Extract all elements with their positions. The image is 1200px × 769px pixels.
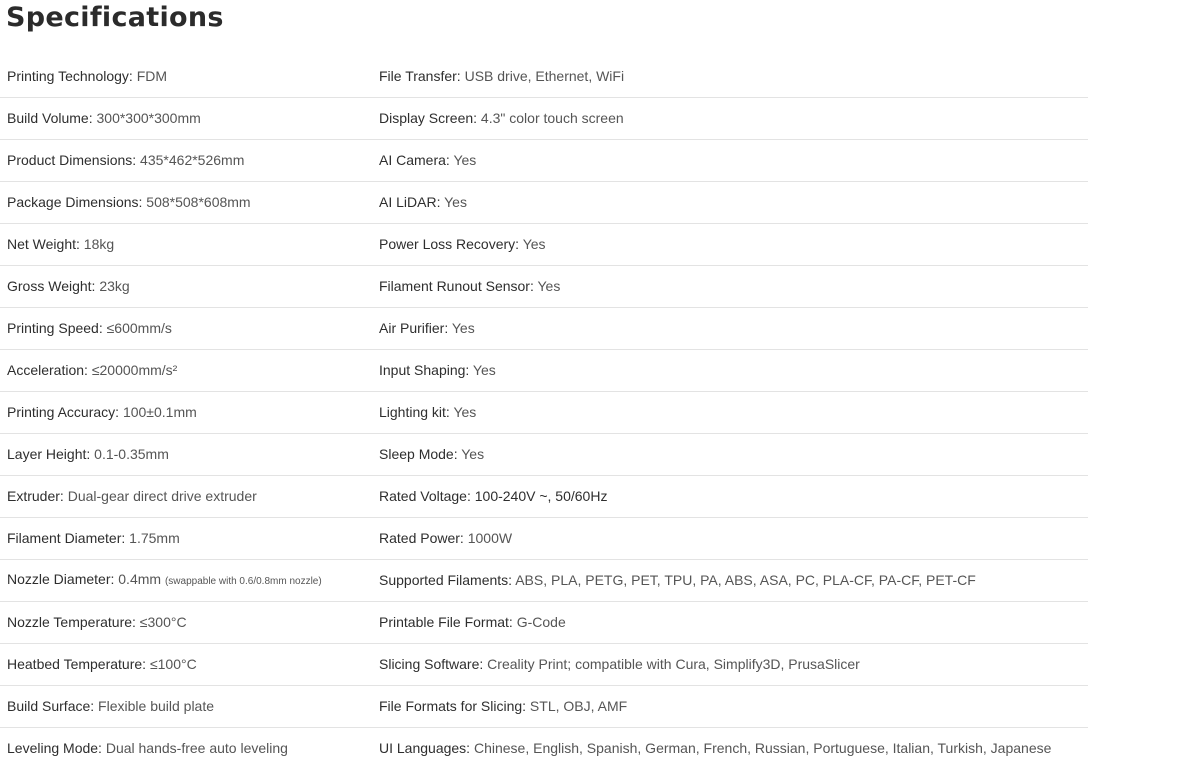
spec-cell xyxy=(372,140,1088,181)
spec-cell xyxy=(372,182,1088,223)
spec-label: Lighting kit: xyxy=(379,404,450,420)
spec-value: Yes xyxy=(448,320,475,336)
spec-cell xyxy=(372,224,1088,265)
spec-label: Nozzle Diameter: xyxy=(7,571,115,587)
spec-value: Yes xyxy=(449,404,477,420)
spec-row xyxy=(0,224,1088,266)
spec-value: Creality Print; compatible with Cura, Simplify3D, PrusaSlicer xyxy=(483,656,860,672)
spec-row xyxy=(0,728,1088,769)
spec-cell xyxy=(372,266,1088,307)
page-title: Specifications xyxy=(6,2,224,33)
spec-value: 0.1-0.35mm xyxy=(90,446,169,462)
spec-label: Filament Runout Sensor: xyxy=(379,278,534,294)
spec-cell xyxy=(0,266,372,307)
spec-label: Slicing Software: xyxy=(379,656,484,672)
spec-value: Yes xyxy=(440,194,467,210)
spec-label: File Formats for Slicing: xyxy=(379,698,527,714)
spec-cell xyxy=(0,308,372,349)
spec-row xyxy=(0,308,1088,350)
spec-label: Printing Accuracy: xyxy=(7,404,120,420)
spec-cell xyxy=(372,98,1088,139)
spec-label: Net Weight: xyxy=(7,236,80,252)
spec-label: AI Camera: xyxy=(379,152,450,168)
spec-cell xyxy=(0,518,372,559)
spec-cell xyxy=(0,434,372,475)
spec-label: Extruder: xyxy=(7,488,64,504)
spec-value: 23kg xyxy=(95,278,130,294)
spec-row xyxy=(0,518,1088,560)
spec-value: Yes xyxy=(519,236,546,252)
spec-cell xyxy=(0,98,372,139)
spec-cell xyxy=(372,686,1088,727)
spec-cell xyxy=(0,224,372,265)
spec-cell xyxy=(0,182,372,223)
spec-cell xyxy=(0,350,372,391)
spec-label: Build Surface: xyxy=(7,698,95,714)
spec-value: Chinese, English, Spanish, German, French, Russian, Portuguese, Italian, Turkish, Japanese xyxy=(470,740,1052,756)
spec-row xyxy=(0,644,1088,686)
spec-cell xyxy=(372,728,1088,769)
spec-value: Dual-gear direct drive extruder xyxy=(63,488,257,504)
spec-cell xyxy=(0,56,372,97)
spec-row xyxy=(0,266,1088,308)
spec-label: Air Purifier: xyxy=(379,320,449,336)
spec-value: 100-240V ~, 50/60Hz xyxy=(470,488,608,504)
spec-label: Nozzle Temperature: xyxy=(7,614,136,630)
spec-label: Rated Power: xyxy=(379,530,464,546)
spec-row xyxy=(0,182,1088,224)
spec-row xyxy=(0,392,1088,434)
spec-table xyxy=(0,56,1088,769)
spec-row xyxy=(0,476,1088,518)
spec-cell xyxy=(0,392,372,433)
spec-row xyxy=(0,434,1088,476)
spec-row xyxy=(0,602,1088,644)
spec-value: ≤300°C xyxy=(135,614,187,630)
spec-row xyxy=(0,686,1088,728)
spec-row xyxy=(0,140,1088,182)
spec-value: ≤100°C xyxy=(146,656,197,672)
spec-value: 435*462*526mm xyxy=(136,152,245,168)
spec-label: Acceleration: xyxy=(7,362,88,378)
spec-cell xyxy=(372,350,1088,391)
spec-cell xyxy=(0,644,372,685)
spec-label: Gross Weight: xyxy=(7,278,96,294)
spec-value: 4.3" color touch screen xyxy=(477,110,624,126)
spec-value: ABS, PLA, PETG, PET, TPU, PA, ABS, ASA, PC, PLA-CF, PA-CF, PET-CF xyxy=(512,572,976,588)
spec-row xyxy=(0,560,1088,602)
spec-label: Leveling Mode: xyxy=(7,740,102,756)
spec-cell xyxy=(372,56,1088,97)
spec-label: Display Screen: xyxy=(379,110,478,126)
spec-label: Build Volume: xyxy=(7,110,93,126)
spec-cell xyxy=(372,392,1088,433)
spec-cell xyxy=(372,560,1088,601)
spec-value: Flexible build plate xyxy=(94,698,215,714)
spec-value: Yes xyxy=(449,152,477,168)
spec-label: Layer Height: xyxy=(7,446,91,462)
spec-label: Printing Technology: xyxy=(7,68,133,84)
spec-value: 1000W xyxy=(463,530,513,546)
spec-label: Printing Speed: xyxy=(7,320,103,336)
spec-cell xyxy=(372,476,1088,517)
spec-label: AI LiDAR: xyxy=(379,194,441,210)
spec-value: G-Code xyxy=(512,614,566,630)
spec-cell xyxy=(372,644,1088,685)
spec-value: 1.75mm xyxy=(125,530,180,546)
spec-value: 18kg xyxy=(79,236,115,252)
spec-cell xyxy=(0,476,372,517)
spec-row xyxy=(0,98,1088,140)
spec-label: Printable File Format: xyxy=(379,614,513,630)
spec-cell xyxy=(372,602,1088,643)
spec-value: ≤20000mm/s² xyxy=(87,362,178,378)
spec-label: Package Dimensions: xyxy=(7,194,143,210)
spec-cell xyxy=(0,686,372,727)
spec-cell xyxy=(0,559,372,602)
spec-row xyxy=(0,350,1088,392)
spec-label: File Transfer: xyxy=(379,68,461,84)
spec-label: Sleep Mode: xyxy=(379,446,458,462)
spec-value: Yes xyxy=(469,362,496,378)
spec-value: Dual hands-free auto leveling xyxy=(101,740,288,756)
spec-value: FDM xyxy=(132,68,168,84)
spec-label: UI Languages: xyxy=(379,740,471,756)
spec-value: 508*508*608mm xyxy=(142,194,251,210)
spec-label: Power Loss Recovery: xyxy=(379,236,520,252)
spec-value: 100±0.1mm xyxy=(119,404,197,420)
spec-label: Heatbed Temperature: xyxy=(7,656,147,672)
spec-cell xyxy=(372,434,1088,475)
spec-label: Supported Filaments: xyxy=(379,572,513,588)
spec-value: Yes xyxy=(457,446,485,462)
spec-label: Rated Voltage: xyxy=(379,488,471,504)
spec-label: Filament Diameter: xyxy=(7,530,126,546)
spec-value: STL, OBJ, AMF xyxy=(526,698,628,714)
spec-note: (swappable with 0.6/0.8mm nozzle) xyxy=(164,576,322,587)
spec-row xyxy=(0,56,1088,98)
spec-cell xyxy=(0,602,372,643)
spec-cell xyxy=(0,728,372,769)
spec-value: Yes xyxy=(533,278,561,294)
spec-cell xyxy=(0,140,372,181)
spec-value: 0.4mm xyxy=(114,571,165,587)
spec-cell xyxy=(372,308,1088,349)
spec-value: 300*300*300mm xyxy=(92,110,201,126)
spec-value: ≤600mm/s xyxy=(102,320,172,336)
spec-label: Product Dimensions: xyxy=(7,152,137,168)
spec-cell xyxy=(372,518,1088,559)
spec-label: Input Shaping: xyxy=(379,362,470,378)
spec-value: USB drive, Ethernet, WiFi xyxy=(460,68,625,84)
